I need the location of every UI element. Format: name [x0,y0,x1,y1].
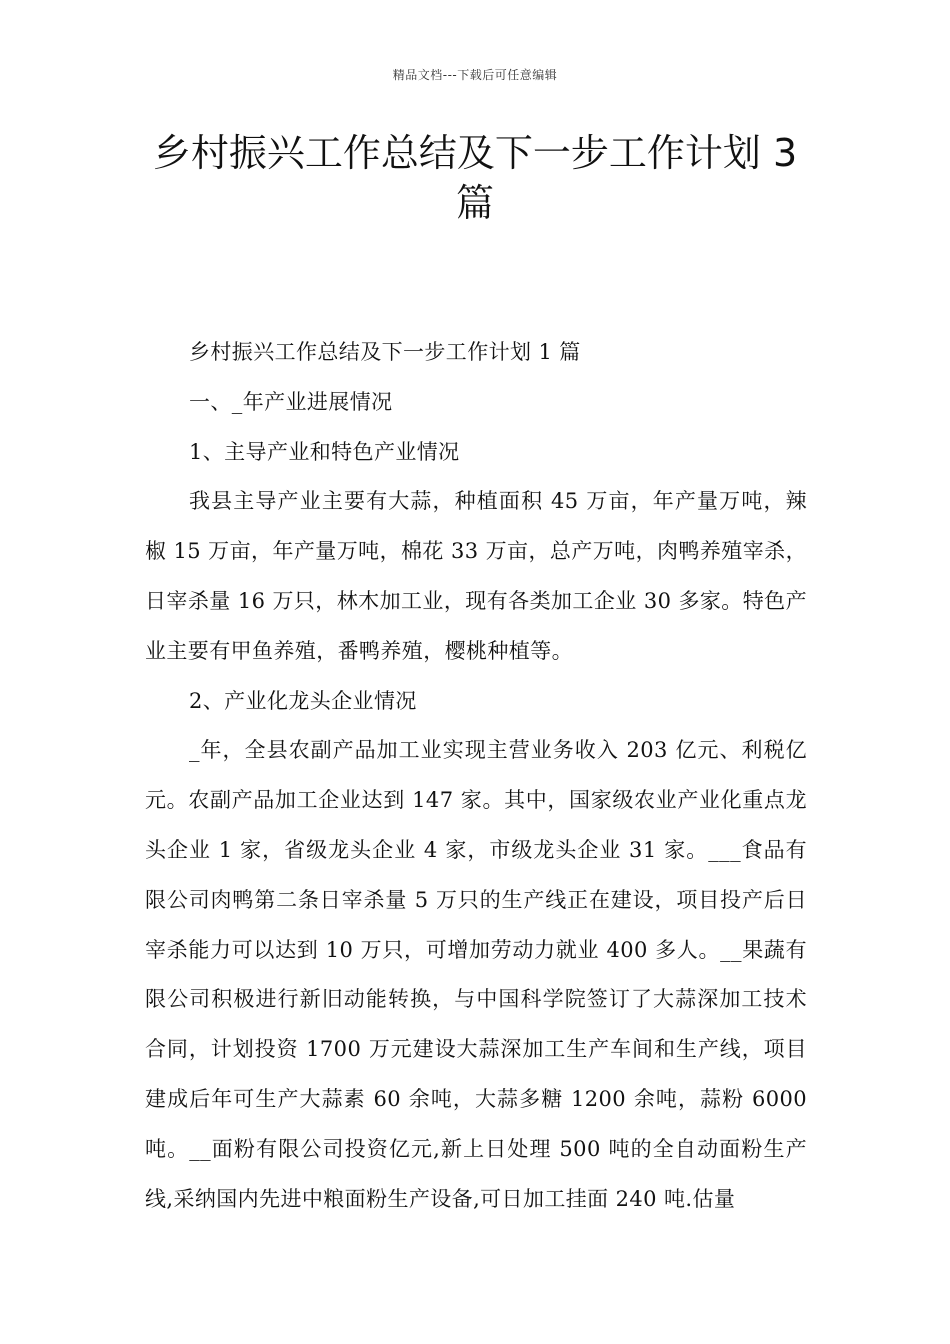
header-note: 精品文档---下载后可任意编辑 [392,68,558,82]
section-heading: 一、_年产业进展情况 [189,389,393,414]
body-paragraph: 我县主导产业主要有大蒜，种植面积 45 万亩，年产量万吨，辣椒 15 万亩，年产量万吨，棉花 33 万亩，总产万吨，肉鸭养殖宰杀，日宰杀量 16 万只，林木加工业，现有各类加工企业 30 多家。特色产业主要有甲鱼养殖，番鸭养殖，樱桃种植等。 [145,489,807,663]
document-title: 乡村振兴工作总结及下一步工作计划 3 篇 [152,131,798,225]
subsection-heading: 2、产业化龙头企业情况 [189,688,417,713]
document-body [145,328,807,1224]
subsection-heading: 1、主导产业和特色产业情况 [189,439,460,464]
body-paragraph: _年，全县农副产品加工业实现主营业务收入 203 亿元、利税亿元。农副产品加工企业达到 147 家。其中，国家级农业产业化重点龙头企业 1 家，省级龙头企业 4 家，市级龙头企业 31 家。___食品有限公司肉鸭第二条日宰杀量 5 万只的生产线正在建设，项目投产后日宰杀能力可以达到 10 万只，可增加劳动力就业 400 多人。__果蔬有限公司积极进行新旧动能转换，与中国科学院签订了大蒜深加工技术合同，计划投资 1700 万元建设大蒜深加工生产车间和生产线，项目建成后年可生产大蒜素 60 余吨，大蒜多糖 1200 余吨，蒜粉 6000 吨。__面粉有限公司投资亿元,新上日处理 500 吨的全自动面粉生产线,采纳国内先进中粮面粉生产设备,可日加工挂面 240 吨.估量 [145,738,807,1211]
subtitle-line: 乡村振兴工作总结及下一步工作计划 1 篇 [189,340,581,364]
